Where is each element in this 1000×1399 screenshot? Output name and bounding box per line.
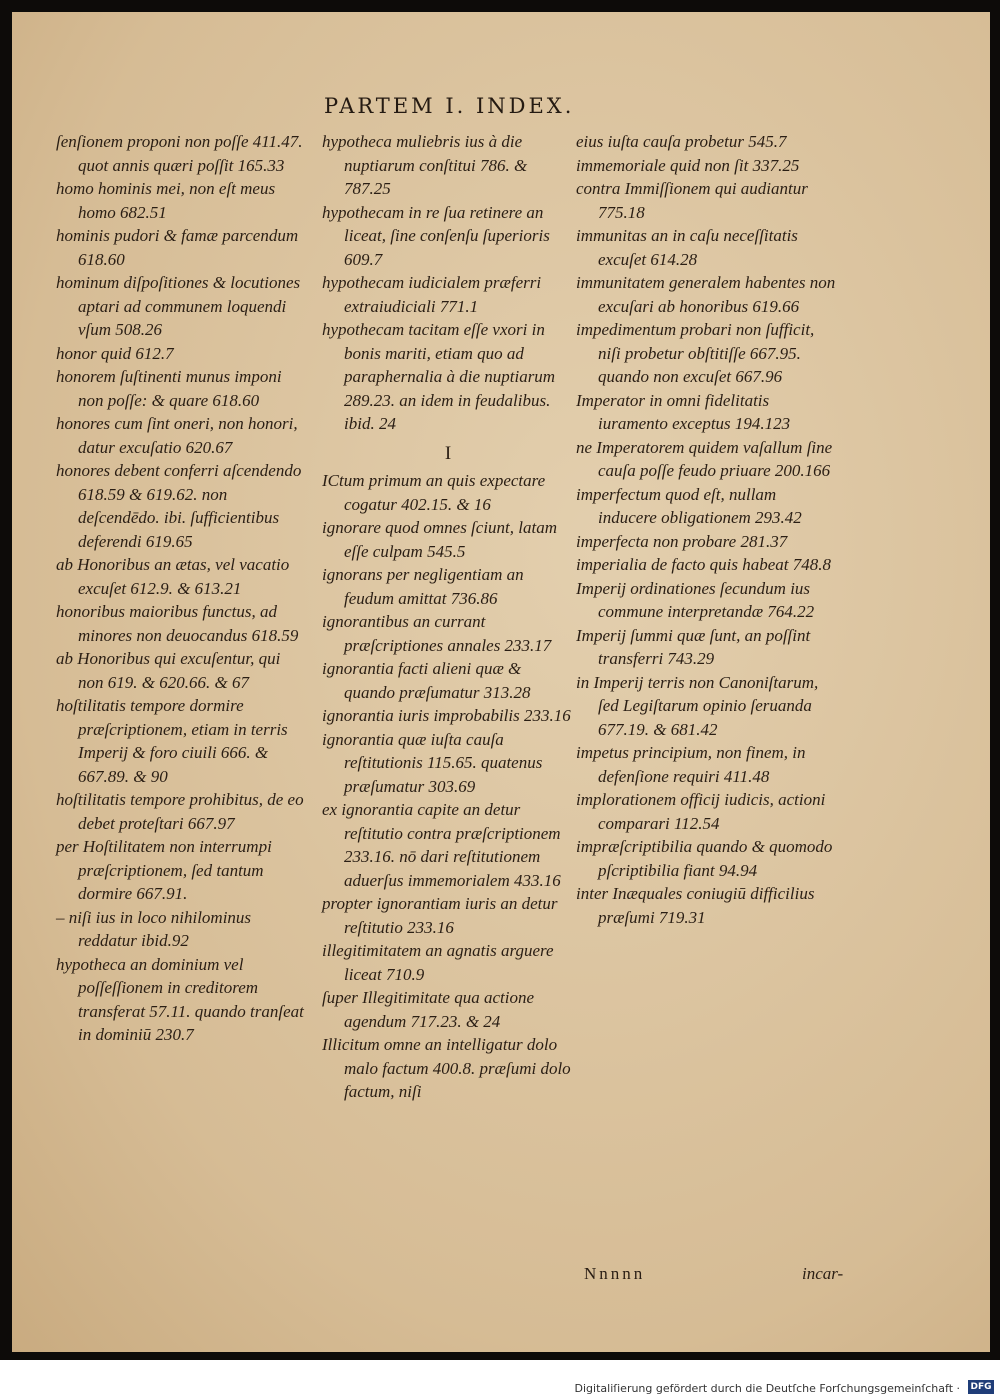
index-entry: ignorare quod omnes ſciunt, latam eſſe culpam 545.5 <box>322 518 557 561</box>
index-entry: implorationem officij iudicis, actioni comparari 112.54 <box>576 790 826 833</box>
index-entry: honorem ſuſtinenti munus imponi non poſſe: & quare 618.60 <box>56 367 282 410</box>
index-entry: ab Honoribus qui excuſentur, qui non 619. & 620.66. & 67 <box>56 649 281 692</box>
index-entry: eius iuſta cauſa probetur 545.7 <box>576 132 787 151</box>
index-entry: ICtum primum an quis expectare cogatur 402.15. & 16 <box>322 471 546 514</box>
index-entry: hypothecam in re ſua retinere an liceat, ſine conſenſu ſuperioris 609.7 <box>322 202 550 269</box>
index-entry: ab Honoribus an ætas, vel vacatio excuſet 612.9. & 613.21 <box>56 555 290 598</box>
index-entry: honores cum ſint oneri, non honori, datur excuſatio 620.67 <box>56 414 298 457</box>
index-entry: – niſi ius in loco nihilominus reddatur ibid.92 <box>56 907 252 950</box>
index-entry: homo hominis mei, non eſt meus homo 682.51 <box>56 179 276 222</box>
index-entry: ignorantia quæ iuſta cauſa reſtitutionis 115.65. quatenus præſumatur 303.69 <box>322 729 543 796</box>
index-entry: Imperij ſummi quæ ſunt, an poſſint transferri 743.29 <box>576 625 811 668</box>
index-entry: immemoriale quid non ſit 337.25 <box>576 155 800 175</box>
index-entry: ignorantia facti alieni quæ & quando præſumatur 313.28 <box>322 659 531 702</box>
index-entry: honores debent conferri aſcendendo 618.59 & 619.62. non deſcendēdo. ibi. ſufficientibus deferendi 619.65 <box>56 461 302 551</box>
index-entry: imperfectum quod eſt, nullam inducere obligationem 293.42 <box>576 484 802 527</box>
footer-bar <box>0 1360 1000 1399</box>
index-column-2 <box>322 130 574 1104</box>
index-entry: impedimentum probari non ſufficit, niſi probetur obſtitiſſe 667.95. quando non excuſet 667.96 <box>576 320 815 386</box>
index-entry: hominis pudori & famæ parcendum 618.60 <box>56 226 299 269</box>
index-entry: in Imperij terris non Canoniſtarum, ſed Legiſtarum opinio ſeruanda 677.19. & 681.42 <box>576 672 819 739</box>
index-entry: honor quid 612.7 <box>56 343 174 363</box>
index-entry: hypotheca an dominium vel poſſeſſionem in creditorem transferat 57.11. quando tranſeat in dominiū 230.7 <box>56 954 304 1044</box>
index-entry: Illicitum omne an intelligatur dolo malo factum 400.8. præſumi dolo factum, niſi <box>322 1035 571 1101</box>
index-entry: inter Inæquales coniugiū difficilius præſumi 719.31 <box>576 884 815 927</box>
index-entry: illegitimitatem an agnatis arguere liceat 710.9 <box>322 941 554 984</box>
index-column-1 <box>56 130 308 1047</box>
index-entry: ex ignorantia capite an detur reſtitutio contra præſcriptionem 233.16. nō dari reſtitutionem aduerſus immemorialem 433.16 <box>322 800 561 890</box>
index-entry: ſenſionem proponi non poſſe 411.47. quot annis quæri poſſit 165.33 <box>56 132 303 175</box>
catchword: incar- <box>802 1264 844 1283</box>
index-entry: imperfecta non probare 281.37 <box>576 531 788 551</box>
index-entry: per Hoſtilitatem non interrumpi præſcriptionem, ſed tantum dormire 667.91. <box>56 837 272 903</box>
index-entry: impetus principium, non finem, in defenſione requiri 411.48 <box>576 743 806 786</box>
index-entry: hoſtilitatis tempore prohibitus, de eo debet proteſtari 667.97 <box>56 790 304 833</box>
index-entry: ne Imperatorem quidem vaſallum ſine cauſa poſſe feudo priuare 200.166 <box>576 437 833 480</box>
index-column-3 <box>576 130 836 929</box>
index-entry: hypothecam iudicialem præferri extraiudiciali 771.1 <box>322 273 542 316</box>
funding-note: Digitaliſierung gefördert durch die Deutſche Forſchungsgemeinſchaft · <box>574 1382 960 1395</box>
index-entry: hypothecam tacitam eſſe vxori in bonis mariti, etiam quo ad paraphernalia à die nuptiarum 289.23. an idem in feudalibus. ibid. 24 <box>322 320 556 433</box>
index-entry: hominum diſpoſitiones & locutiones aptari ad communem loquendi vſum 508.26 <box>56 273 301 339</box>
index-entry: propter ignorantiam iuris an detur reſtitutio 233.16 <box>322 894 558 937</box>
index-entry: honoribus maioribus functus, ad minores non deuocandus 618.59 <box>56 602 299 645</box>
index-entry: impræſcriptibilia quando & quomodo pſcriptibilia fiant 94.94 <box>576 837 833 880</box>
index-entry: Imperij ordinationes ſecundum ius commune interpretandæ 764.22 <box>576 578 815 621</box>
index-entry: ſuper Illegitimitate qua actione agendum 717.23. & 24 <box>322 988 534 1031</box>
index-entry: hoſtilitatis tempore dormire præſcriptionem, etiam in terris Imperij & foro ciuili 666. & 667.89. & 90 <box>56 696 288 786</box>
page-header: PARTEM I. INDEX. <box>324 94 575 118</box>
index-entry: immunitatem generalem habentes non excuſari ab honoribus 619.66 <box>576 273 836 316</box>
index-entry: Imperator in omni fidelitatis iuramento exceptus 194.123 <box>576 390 791 433</box>
book-page <box>12 12 990 1352</box>
index-entry: immunitas an in caſu neceſſitatis excuſet 614.28 <box>576 226 798 269</box>
dfg-logo[interactable]: DFG <box>968 1380 994 1394</box>
index-entry: ignorantia iuris improbabilis 233.16 <box>322 706 571 725</box>
index-entry: hypotheca muliebris ius à die nuptiarum conſtitui 786. & 787.25 <box>322 132 528 198</box>
index-entry: contra Immiſſionem qui audiantur 775.18 <box>576 179 808 222</box>
index-entry: ignorantibus an currant præſcriptiones annales 233.17 <box>322 612 552 655</box>
signature-mark: Nnnnn <box>584 1264 646 1283</box>
section-letter: I <box>444 442 452 464</box>
index-entry: imperialia de facto quis habeat 748.8 <box>576 555 831 574</box>
index-entry: ignorans per negligentiam an feudum amittat 736.86 <box>322 565 524 608</box>
